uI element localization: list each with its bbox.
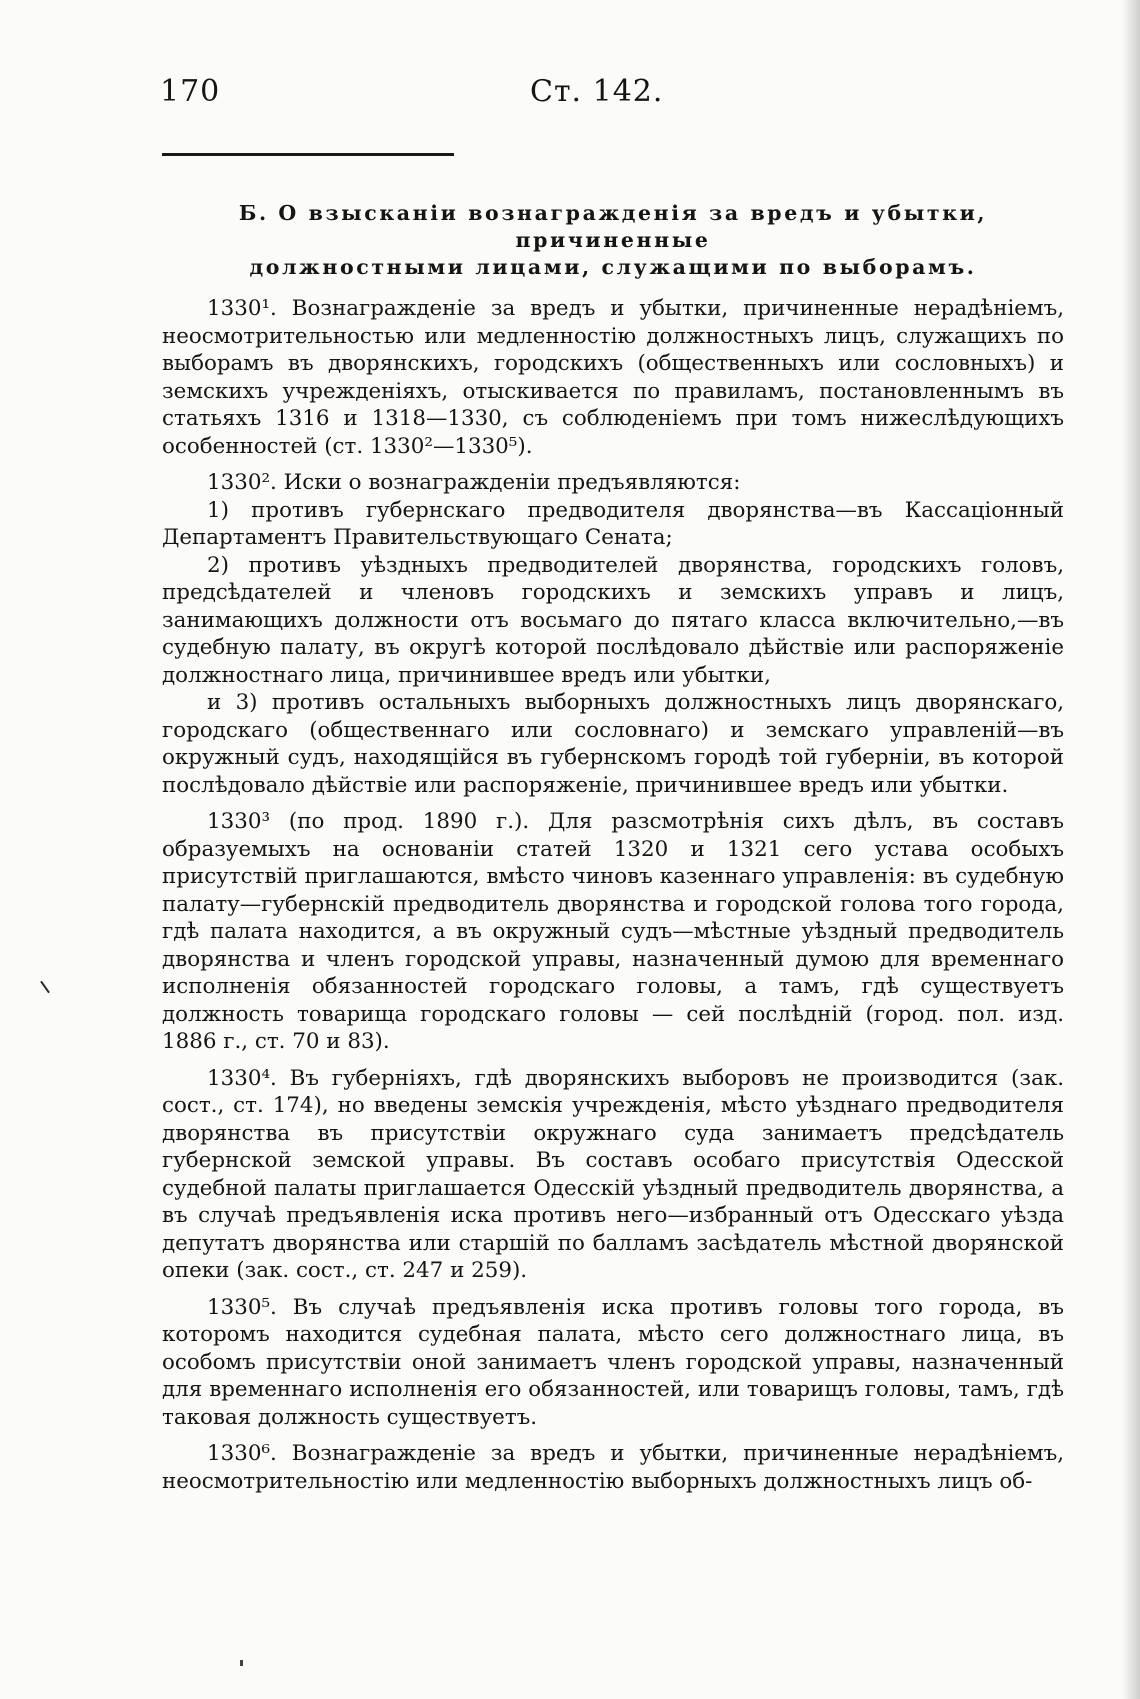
article-text: Иски о вознагражденіи предъявляются: xyxy=(276,470,741,495)
list-item-text: и 3) противъ остальныхъ выборныхъ должностныхъ лицъ дворянскаго, городскаго (общественнаго или сословнаго) и земскаго управленій—въ окружный судъ, находящійся въ губернскомъ городѣ той губерніи, въ которой послѣдовало дѣйствіе или распоряженіе, причинившее вредъ или убытки. xyxy=(162,690,1064,798)
section-title-line-2: должностными лицами, служащими по выборамъ. xyxy=(249,255,977,279)
article-1330-2 xyxy=(162,469,1064,497)
article-number: 1330². xyxy=(207,470,277,495)
article-text: Вознагражденіе за вредъ и убытки, причиненные нерадѣніемъ, неосмотрительностію или медленностію выборныхъ должностныхъ лицъ об- xyxy=(162,1441,1064,1494)
article-text: (по прод. 1890 г.). Для разсмотрѣнія сихъ дѣлъ, въ составъ образуемыхъ на основаніи статей 1320 и 1321 сего устава особыхъ присутствій приглашаются, вмѣсто чиновъ казеннаго управленія: въ судебную палату—губернскій предводитель дворянства и городской голова того города, гдѣ палата находится, а въ окружный судъ—мѣстные уѣздный предводитель дворянства и членъ городской управы, назначенный думою для временнаго исполненія обязанностей городскаго головы, а тамъ, гдѣ существуетъ должность товарища городскаго головы — сей послѣдній (город. пол. изд. 1886 г., ст. 70 и 83). xyxy=(162,809,1064,1054)
list-item-text: 1) противъ губернскаго предводителя дворянства—въ Кассаціонный Департаментъ Правительствующаго Сената; xyxy=(162,497,1064,550)
page-header xyxy=(160,74,980,114)
page-number: 170 xyxy=(160,74,221,109)
article-number: 1330¹. xyxy=(207,296,277,321)
article-number: 1330³ xyxy=(207,809,271,834)
article-1330-2-item-1 xyxy=(162,497,1064,552)
bottom-speck xyxy=(240,1660,243,1666)
article-1330-3 xyxy=(162,808,1064,1056)
section-title-line-1: Б. О взысканіи вознагражденія за вредъ и убытки, причиненные xyxy=(238,201,988,252)
article-text: Въ губерніяхъ, гдѣ дворянскихъ выборовъ не производится (зак. сост., ст. 174), но введены земскія учрежденія, мѣсто уѣзднаго предводителя дворянства въ присутствіи окружнаго суда занимаетъ предсѣдатель губернской земской управы. Въ составъ особаго присутствія Одесской судебной палаты приглашается Одесскій уѣздный предводитель дворянства, а въ случаѣ предъявленія иска противъ него—избранный отъ Одесскаго уѣзда депутатъ дворянства или старшій по балламъ засѣдатель мѣстной дворянской опеки (зак. сост., ст. 247 и 259). xyxy=(162,1065,1064,1283)
article-reference: Ст. 142. xyxy=(530,74,664,109)
article-number: 1330⁶. xyxy=(207,1441,277,1466)
list-item-text: 2) противъ уѣздныхъ предводителей дворянства, городскихъ головъ, предсѣдателей и членовъ городскихъ и земскихъ управъ и лицъ, занимающихъ должности отъ восьмаго до пятаго класса включительно,—въ судебную палату, въ округѣ которой послѣдовало дѣйствіе или распоряженіе должностнаго лица, причинившее вредъ или убытки, xyxy=(162,552,1064,688)
article-1330-5 xyxy=(162,1294,1064,1432)
page-body xyxy=(162,200,1064,1504)
article-text: Въ случаѣ предъявленія иска противъ головы того города, въ которомъ находится судебная палата, мѣсто сего должностнаго лица, въ особомъ присутствіи оной занимаетъ членъ городской управы, назначенный для временнаго исполненія его обязанностей, или товарищъ головы, тамъ, гдѣ таковая должность существуетъ. xyxy=(162,1294,1064,1430)
article-1330-2-item-3 xyxy=(162,689,1064,799)
section-title xyxy=(162,200,1064,281)
article-1330-6 xyxy=(162,1440,1064,1495)
header-rule xyxy=(162,153,454,156)
margin-speck xyxy=(40,981,50,994)
article-1330-1 xyxy=(162,295,1064,460)
article-1330-2-item-2 xyxy=(162,552,1064,690)
article-number: 1330⁵. xyxy=(207,1294,277,1320)
article-1330-4 xyxy=(162,1065,1064,1285)
article-text: Вознагражденіе за вредъ и убытки, причиненные нерадѣніемъ, неосмотрительностью или медленностію должностныхъ лицъ, служащихъ по выборамъ въ дворянскихъ, городскихъ (общественныхъ или сословныхъ) и земскихъ учрежденіяхъ, отыскивается по правиламъ, постановленнымъ въ статьяхъ 1316 и 1318—1330, съ соблюденіемъ при томъ нижеслѣдующихъ особенностей (ст. 1330²—1330⁵). xyxy=(162,296,1064,459)
article-number: 1330⁴. xyxy=(207,1065,277,1091)
